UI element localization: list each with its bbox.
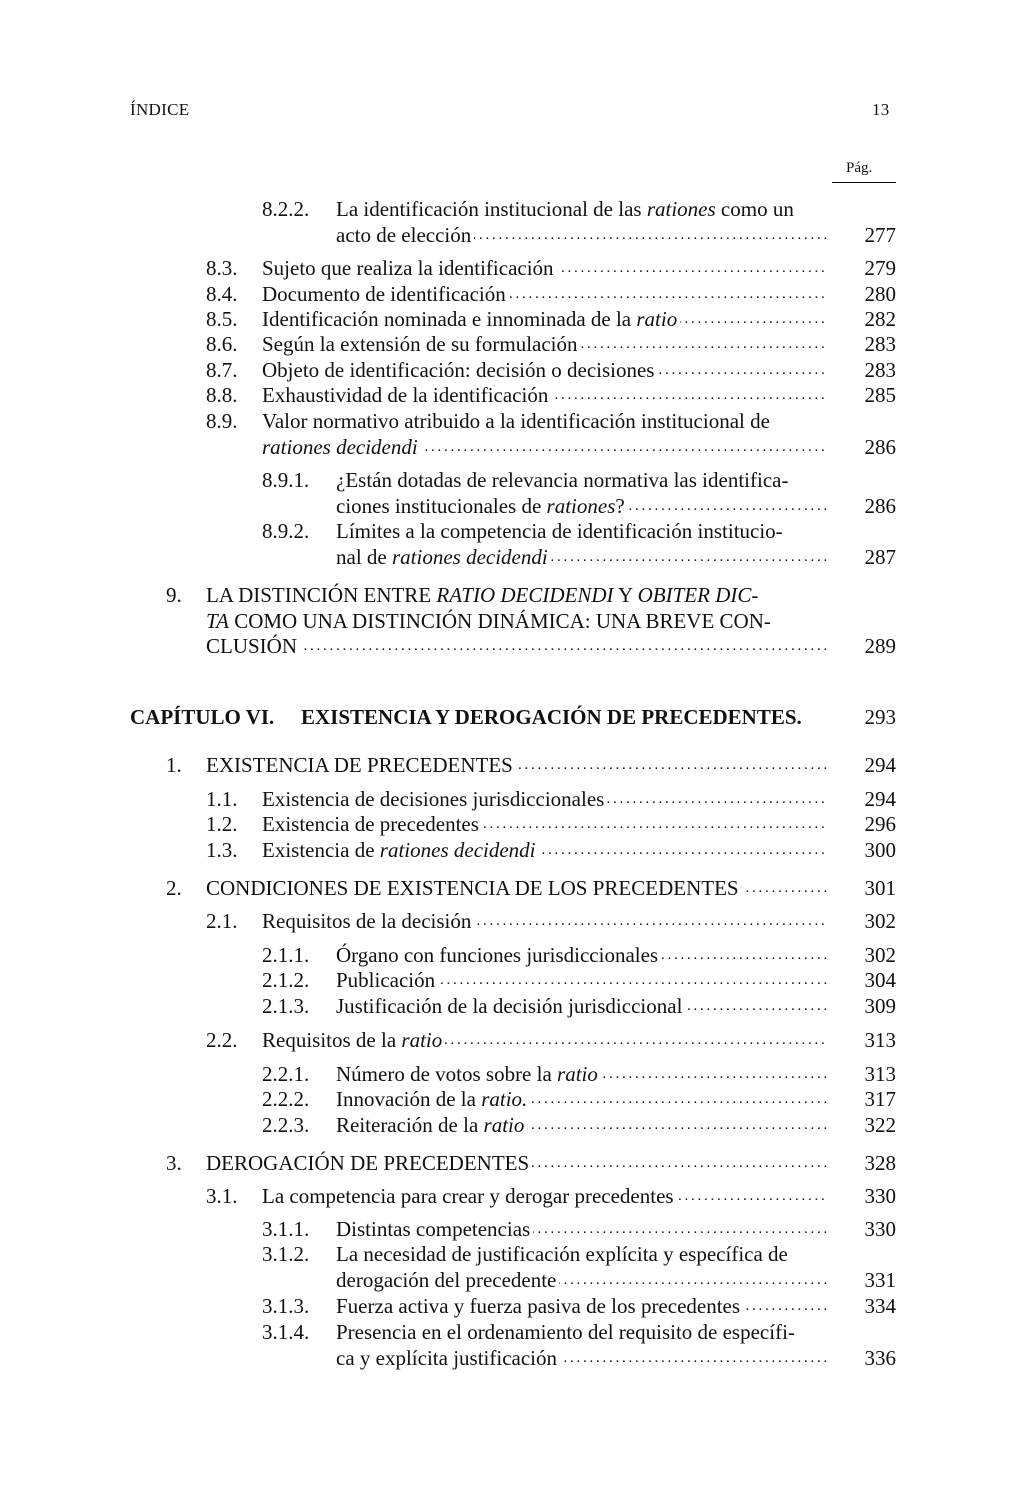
entry-title-line2: ciones institucionales de rationes? [336,494,628,518]
entry-number: 3.1.3. [262,1294,310,1318]
entry-title-line1: Valor normativo atribuido a la identificación institucional de [262,409,770,433]
entry-page: 334 [864,1294,896,1318]
running-head: ÍNDICE [130,100,190,119]
entry-page: 328 [864,1151,896,1175]
entry-title: EXISTENCIA DE PRECEDENTES [206,753,516,777]
entry-title: Existencia de rationes decidendi [262,838,539,862]
entry-number: 8.9.1. [262,468,310,492]
entry-number: 2.2.1. [262,1062,310,1086]
entry-number: 3.1.2. [262,1242,310,1266]
page-number: 13 [872,100,890,119]
entry-title-line2: derogación del precedente [336,1268,559,1292]
entry-title: Innovación de la ratio. [336,1087,530,1111]
entry-page: 286 [864,435,896,459]
entry-title: Órgano con funciones jurisdiccionales [336,943,661,967]
entry-title: Existencia de decisiones jurisdiccionales [262,787,607,811]
entry-title: Requisitos de la decisión [262,909,474,933]
entry-page: 330 [864,1184,896,1208]
entry-title-line1: ¿Están dotadas de relevancia normativa las identifica- [336,468,789,492]
entry-number: 2.1. [206,909,238,933]
entry-page: 313 [864,1062,896,1086]
entry-title: Requisitos de la ratio [262,1028,445,1052]
entry-title: Existencia de precedentes [262,812,482,836]
entry-page: 330 [864,1217,896,1241]
entry-number: 2.1.3. [262,994,310,1018]
entry-number: 2. [166,876,182,900]
pag-rule [832,182,896,183]
entry-title-line1: La identificación institucional de las rationes como un [336,197,794,221]
entry-number: 8.6. [206,332,238,356]
entry-title: CONDICIONES DE EXISTENCIA DE LOS PRECEDENTES [206,876,742,900]
entry-number: 8.7. [206,358,238,382]
entry-number: 2.1.1. [262,943,310,967]
entry-title-line1: La necesidad de justificación explícita y específica de [336,1242,788,1266]
entry-page: 296 [864,812,896,836]
entry-page: 302 [864,943,896,967]
entry-number: 3. [166,1151,182,1175]
entry-title: DEROGACIÓN DE PRECEDENTES [206,1151,532,1175]
entry-page: 277 [864,223,896,247]
entry-number: 1.3. [206,838,238,862]
entry-page: 283 [864,358,896,382]
entry-title-line2: acto de elección [336,223,474,247]
entry-page: 313 [864,1028,896,1052]
entry-number: 3.1.1. [262,1217,310,1241]
entry-page: 286 [864,494,896,518]
entry-title: Reiteración de la ratio [336,1113,527,1137]
entry-title: Justificación de la decisión jurisdiccional [336,994,685,1018]
entry-title: Exhaustividad de la identificación [262,383,551,407]
entry-page: 322 [864,1113,896,1137]
entry-number: 9. [166,583,182,607]
entry-page: 294 [864,787,896,811]
entry-number: 3.1.4. [262,1320,310,1344]
entry-page: 317 [864,1087,896,1111]
entry-title-line1: LA DISTINCIÓN ENTRE RATIO DECIDENDI Y OBITER DIC- [206,583,759,607]
entry-page: 282 [864,307,896,331]
chapter-page: 293 [864,705,896,729]
entry-page: 309 [864,994,896,1018]
entry-page: 304 [864,968,896,992]
chapter-number: CAPÍTULO VI. [130,705,275,729]
entry-title: Sujeto que realiza la identificación [262,256,557,280]
entry-number: 3.1. [206,1184,238,1208]
entry-title: Fuerza activa y fuerza pasiva de los precedentes [336,1294,743,1318]
entry-title: Identificación nominada e innominada de la ratio [262,307,680,331]
entry-title: Distintas competencias [336,1217,533,1241]
entry-title: Según la extensión de su formulación [262,332,581,356]
entry-number: 2.1.2. [262,968,310,992]
entry-number: 1.1. [206,787,238,811]
entry-number: 8.9.2. [262,519,310,543]
entry-title: Objeto de identificación: decisión o decisiones [262,358,657,382]
entry-page: 285 [864,383,896,407]
entry-page: 280 [864,282,896,306]
entry-number: 8.8. [206,383,238,407]
entry-page: 331 [864,1268,896,1292]
entry-number: 2.2.2. [262,1087,310,1111]
entry-page: 289 [864,634,896,658]
pag-column-label: Pág. [846,160,873,176]
entry-page: 302 [864,909,896,933]
entry-number: 8.4. [206,282,238,306]
entry-title: La competencia para crear y derogar precedentes [262,1184,677,1208]
entry-number: 2.2.3. [262,1113,310,1137]
entry-title: Número de votos sobre la ratio [336,1062,601,1086]
chapter-title: EXISTENCIA Y DEROGACIÓN DE PRECEDENTES. [301,705,802,729]
entry-title-line1: Límites a la competencia de identificación institucio- [336,519,783,543]
entry-title-line2: TA COMO UNA DISTINCIÓN DINÁMICA: UNA BREVE CON- [206,609,771,633]
entry-page: 283 [864,332,896,356]
entry-title-line2: ca y explícita justificación [336,1346,560,1370]
entry-number: 8.3. [206,256,238,280]
entry-title: Publicación [336,968,438,992]
entry-page: 279 [864,256,896,280]
entry-number: 1. [166,753,182,777]
entry-title-line3: CLUSIÓN [206,634,300,658]
entry-page: 294 [864,753,896,777]
entry-title: Documento de identificación [262,282,509,306]
entry-title-line2: nal de rationes decidendi [336,545,551,569]
entry-number: 8.9. [206,409,238,433]
entry-number: 1.2. [206,812,238,836]
entry-title-line1: Presencia en el ordenamiento del requisito de específi- [336,1320,795,1344]
entry-page: 300 [864,838,896,862]
entry-title-line2: rationes decidendi [262,435,421,459]
entry-page: 336 [864,1346,896,1370]
entry-page: 287 [864,545,896,569]
entry-number: 8.2.2. [262,197,310,221]
entry-page: 301 [864,876,896,900]
entry-number: 8.5. [206,307,238,331]
entry-number: 2.2. [206,1028,238,1052]
